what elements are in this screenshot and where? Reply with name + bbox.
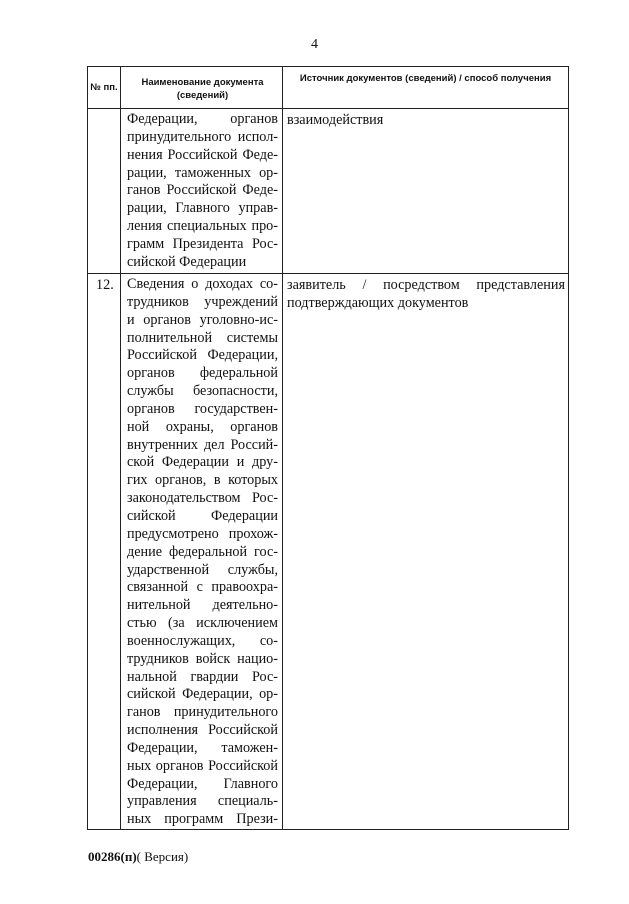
name-line: полнительной системы xyxy=(127,329,278,346)
name-line: Сведения о доходах со- xyxy=(127,276,278,292)
table-row xyxy=(88,274,569,830)
source-line: взаимодействия xyxy=(287,112,384,128)
name-line: ганов Российской Феде- xyxy=(127,182,278,199)
name-line: стью (за исключением xyxy=(127,615,278,632)
source-line: заявитель / посредством представления xyxy=(287,277,565,293)
row-document-name xyxy=(121,109,283,274)
name-line: трудников войск нацио- xyxy=(127,650,278,667)
name-line: ных программ Прези- xyxy=(127,811,278,828)
header-source: Источник документов (сведений) / способ получения xyxy=(283,67,569,109)
row-number xyxy=(88,109,121,274)
name-line: трудников учреждений xyxy=(127,293,278,310)
documents-table xyxy=(87,66,569,830)
name-line: Федерации, органов xyxy=(127,111,278,127)
name-line: сийской Федерации xyxy=(127,253,247,270)
name-line: и органов уголовно-ис- xyxy=(127,311,278,328)
name-line: военнослужащих, со- xyxy=(127,632,278,649)
header-number: № пп. xyxy=(88,67,121,109)
name-line: законодательством Рос- xyxy=(127,490,278,507)
name-line: Федерации, таможен- xyxy=(127,739,278,756)
name-line: дение федеральной гос- xyxy=(127,543,278,560)
source-line: подтверждающих документов xyxy=(287,294,469,311)
name-line: исполнения Российской xyxy=(127,722,278,739)
name-line: нения Российской Феде- xyxy=(127,146,278,163)
page-number: 4 xyxy=(311,37,318,52)
row-number: 12. xyxy=(88,274,121,830)
name-line: ганов принудительного xyxy=(127,704,278,721)
name-line: ударственной службы, xyxy=(127,561,278,578)
header-document-name: Наименование документа (сведений) xyxy=(121,67,283,109)
name-line: ской Федерации и дру- xyxy=(127,454,278,471)
row-source xyxy=(283,274,569,830)
name-line: ных органов Российской xyxy=(127,757,278,774)
document-code-version: ( Версия) xyxy=(136,849,189,864)
name-line: ления специальных про- xyxy=(127,218,278,235)
name-line: органов государствен- xyxy=(127,400,278,417)
name-line: рации, Главного управ- xyxy=(127,200,278,217)
document-code-number: 00286(п) xyxy=(88,849,137,864)
table-header-row xyxy=(88,67,569,109)
row-source xyxy=(283,109,569,274)
name-line: внутренних дел Россий- xyxy=(127,436,278,453)
name-line: сийской Федерации xyxy=(127,507,278,524)
name-line: сийской Федерации, ор- xyxy=(127,686,278,703)
name-line: нальной гвардии Рос- xyxy=(127,668,278,685)
name-line: органов федеральной xyxy=(127,365,278,382)
document-code xyxy=(88,849,188,865)
name-line: службы безопасности, xyxy=(127,383,278,400)
row-document-name xyxy=(121,274,283,830)
name-line: Российской Федерации, xyxy=(127,347,278,364)
name-line: принудительного испол- xyxy=(127,128,278,145)
name-line: ной охраны, органов xyxy=(127,418,278,435)
name-line: управления специаль- xyxy=(127,793,278,810)
name-line: гих органов, в которых xyxy=(127,472,278,489)
name-line: нительной деятельно- xyxy=(127,597,278,614)
name-line: предусмотрено прохож- xyxy=(127,525,278,542)
name-line: рации, таможенных ор- xyxy=(127,164,278,181)
name-line: грамм Президента Рос- xyxy=(127,235,278,252)
name-line: Федерации, Главного xyxy=(127,775,278,792)
name-line: связанной с правоохра- xyxy=(127,579,278,596)
table-row xyxy=(88,109,569,274)
